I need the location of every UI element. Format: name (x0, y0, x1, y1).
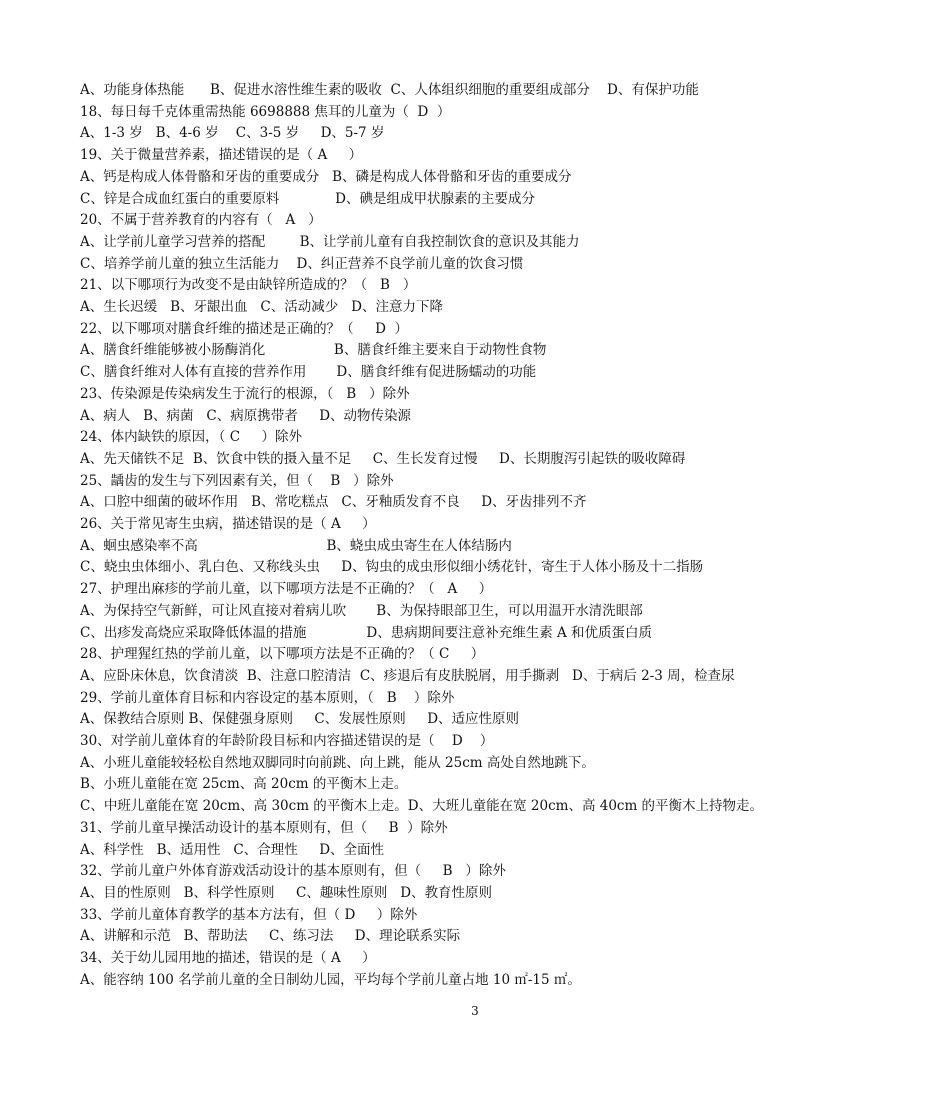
text-line: 21、以下哪项行为改变不是由缺锌所造成的？（ B ） (80, 277, 417, 294)
text-line: C、蛲虫虫体细小、乳白色、又称线头虫 D、钩虫的成虫形似细小绣花针，寄生于人体小肠及十二指肠 (80, 559, 704, 576)
text-line: C、锌是合成血红蛋白的重要原料 D、碘是组成甲状腺素的主要成分 (80, 190, 535, 207)
text-line: C、中班儿童能在宽 20cm、高 30cm 的平衡木上走。D、大班儿童能在宽 20cm、高 40cm 的平衡木上持物走。 (80, 798, 764, 815)
text-line: A、蛔虫感染率不高 B、蛲虫成虫寄生在人体结肠内 (80, 537, 512, 554)
text-line: A、保教结合原则 B、保健强身原则 C、发展性原则 D、适应性原则 (80, 711, 520, 728)
text-line: 26、关于常见寄生虫病，描述错误的是（ A ） (80, 516, 376, 532)
text-line: 34、关于幼儿园用地的描述，错误的是（ A ） (80, 950, 376, 966)
text-line: A、能容纳 100 名学前儿童的全日制幼儿园，平均每个学前儿童占地 10 ㎡-15 ㎡。 (80, 971, 581, 988)
text-line: A、为保持空气新鲜，可让风直接对着病儿吹 B、为保持眼部卫生，可以用温开水清洗眼部 (80, 602, 643, 619)
text-line: A、小班儿童能较轻松自然地双脚同时向前跳、向上跳，能从 25cm 高处自然地跳下。 (80, 754, 595, 771)
text-line: A、生长迟缓 B、牙龈出血 C、活动减少 D、注意力下降 (80, 299, 443, 315)
text-line: 33、学前儿童体育教学的基本方法有，但（ D ）除外 (80, 906, 418, 923)
text-line: C、膳食纤维对人体有直接的营养作用 D、膳食纤维有促进肠蠕动的功能 (80, 364, 537, 381)
text-line: A、1-3 岁 B、4-6 岁 C、3-5 岁 D、5-7 岁 (80, 125, 385, 142)
text-line: 19、关于微量营养素，描述错误的是（ A ） (80, 147, 363, 164)
text-line: A、病人 B、病菌 C、病原携带者 D、动物传染源 (80, 407, 412, 424)
text-line: A、钙是构成人体骨骼和牙齿的重要成分 B、磷是构成人体骨骼和牙齿的重要成分 (80, 168, 572, 185)
text-line: 30、对学前儿童体育的年龄阶段目标和内容描述错误的是（ D ） (80, 733, 494, 749)
text-line: 23、传染源是传染病发生于流行的根源，（ B ）除外 (80, 385, 410, 402)
text-line: C、出疹发高烧应采取降低体温的措施 D、患病期间要注意补充维生素 A 和优质蛋白质 (80, 624, 653, 641)
text-line: A、膳食纤维能够被小肠酶消化 B、膳食纤维主要来自于动物性食物 (80, 342, 547, 359)
text-line: 18、每日每千克体重需热能 6698888 焦耳的儿童为（ D ） (80, 103, 451, 120)
text-line: C、培养学前儿童的独立生活能力 D、纠正营养不良学前儿童的饮食习惯 (80, 255, 524, 272)
text-line: A、讲解和示范 B、帮助法 C、练习法 D、理论联系实际 (80, 928, 461, 945)
text-line: 22、以下哪项对膳食纤维的描述是正确的？（ D ） (80, 320, 409, 337)
text-line: 25、龋齿的发生与下列因素有关，但（ B ）除外 (80, 472, 394, 489)
text-line: A、目的性原则 B、科学性原则 C、趣味性原则 D、教育性原则 (80, 884, 493, 901)
text-line: 27、护理出麻疹的学前儿童，以下哪项方法是不正确的？（ A ） (80, 581, 493, 598)
text-line: 31、学前儿童早操活动设计的基本原则有，但（ B ）除外 (80, 819, 448, 836)
text-line: A、让学前儿童学习营养的搭配 B、让学前儿童有自我控制饮食的意识及其能力 (80, 233, 580, 250)
text-line: A、口腔中细菌的破坏作用 B、常吃糕点 C、牙釉质发育不良 D、牙齿排列不齐 (80, 494, 587, 511)
text-line: B、小班儿童能在宽 25cm、高 20cm 的平衡木上走。 (80, 776, 408, 793)
page-number: 3 (471, 1004, 479, 1018)
text-line: A、先天储铁不足 B、饮食中铁的摄入量不足 C、生长发育过慢 D、长期腹泻引起铁的吸收障碍 (80, 450, 686, 467)
text-line: 20、不属于营养教育的内容有（ A ） (80, 212, 322, 229)
text-line: 32、学前儿童户外体育游戏活动设计的基本原则有，但（ B ）除外 (80, 863, 506, 880)
text-line: 24、体内缺铁的原因，（ C ）除外 (80, 429, 303, 446)
text-line: A、功能身体热能 B、促进水溶性维生素的吸收 C、人体组织细胞的重要组成部分 D、有保护功能 (80, 82, 699, 98)
text-line: 29、学前儿童体育目标和内容设定的基本原则，（ B ）除外 (80, 689, 455, 706)
text-line: 28、护理猩红热的学前儿童，以下哪项方法是不正确的？（ C ） (80, 646, 485, 663)
text-line: A、应卧床休息，饮食清淡 B、注意口腔清洁 C、疹退后有皮肤脱屑，用手撕剥 D、于病后 2-3 周，检查尿 (80, 667, 735, 684)
text-line: A、科学性 B、适用性 C、合理性 D、全面性 (80, 841, 385, 858)
